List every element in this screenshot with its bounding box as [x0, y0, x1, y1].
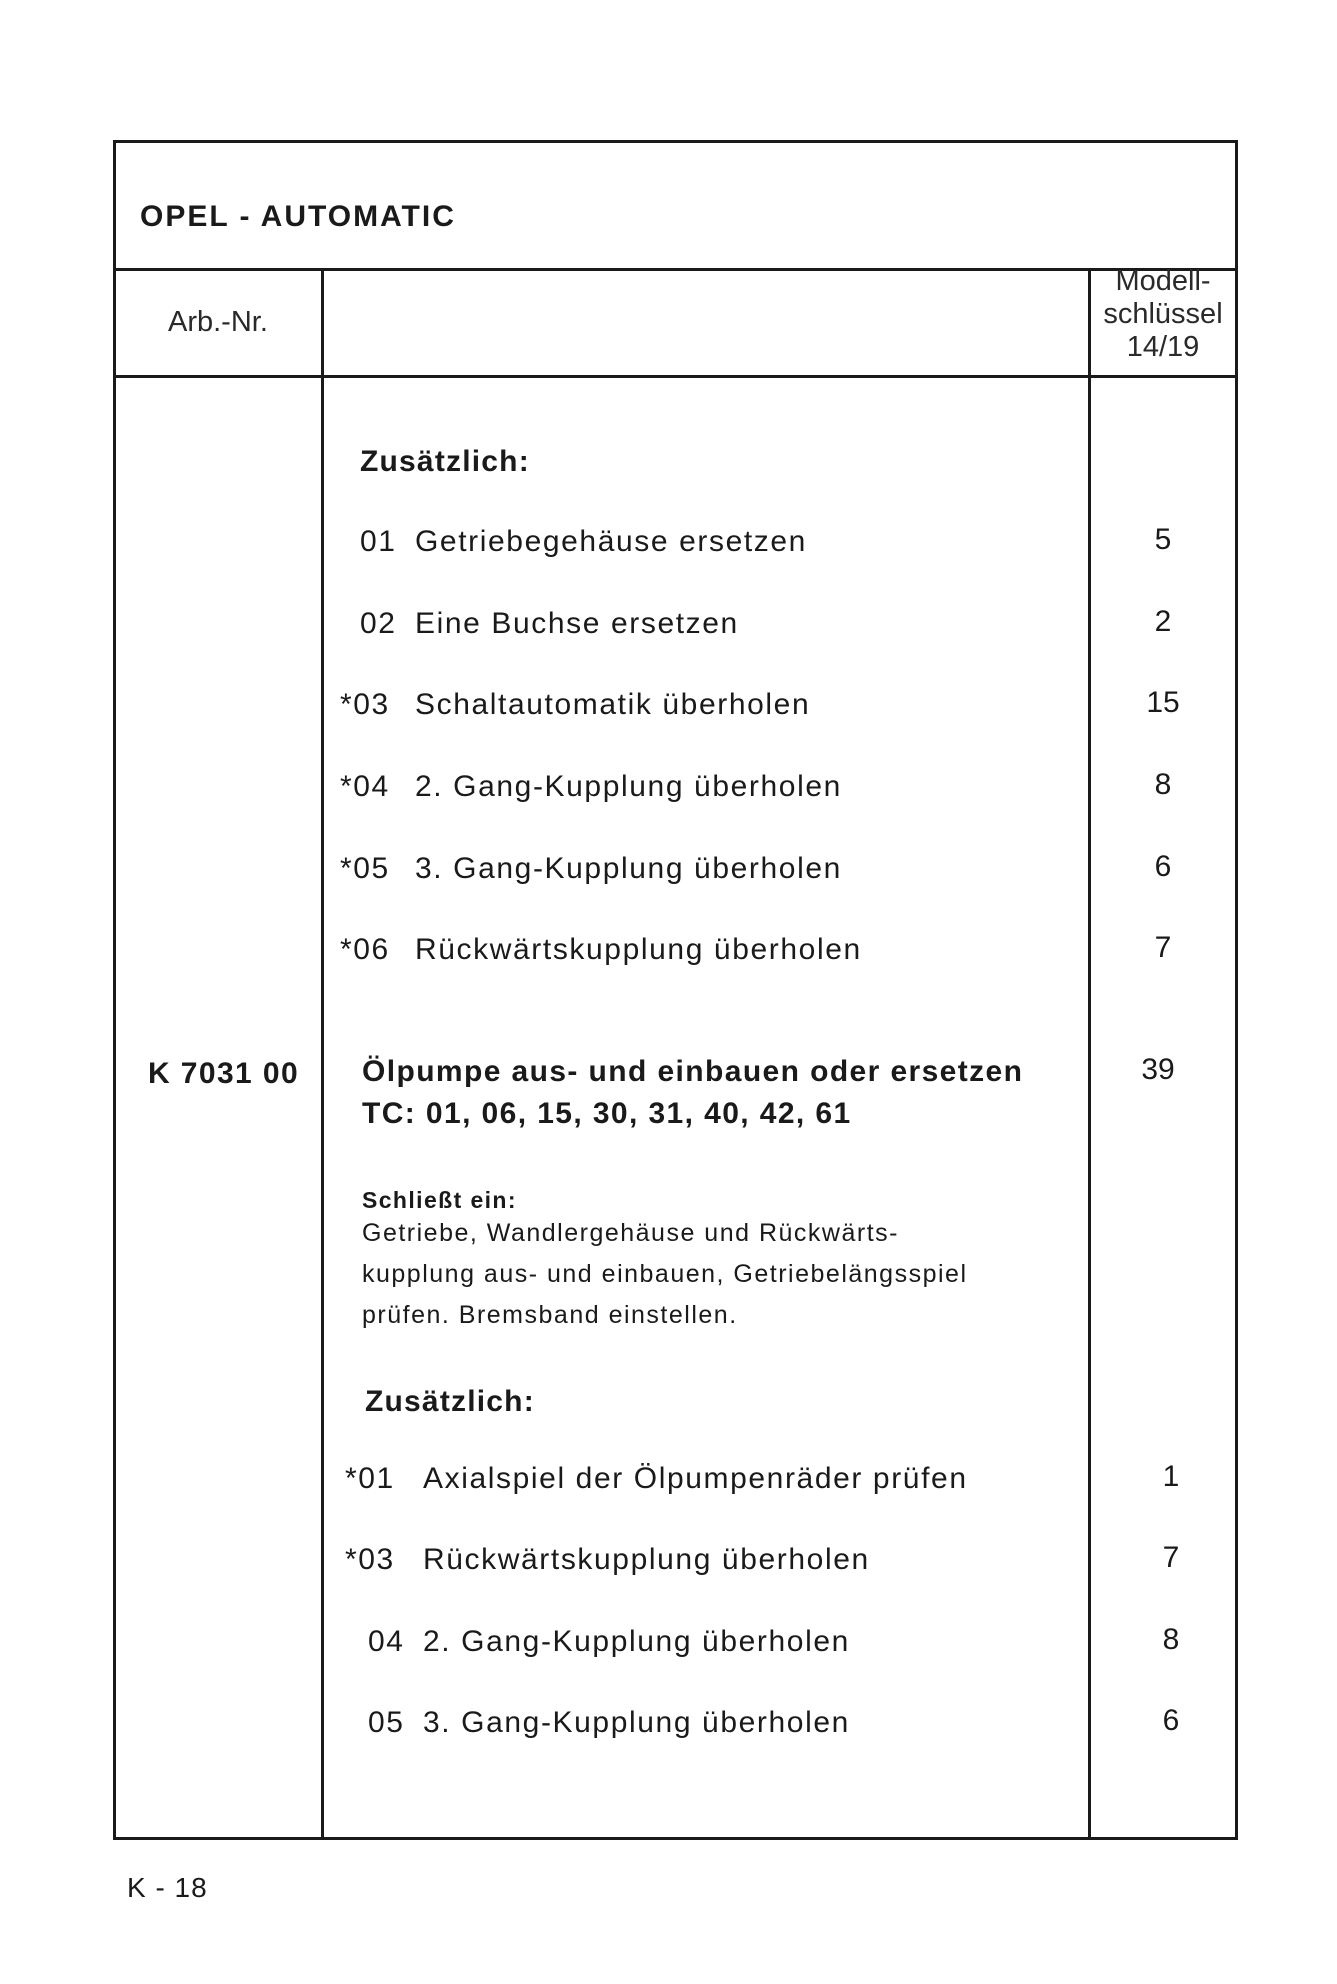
list-item-code: 02 — [360, 607, 397, 640]
list-item-value: 2 — [1154, 605, 1172, 638]
list-item-value: 5 — [1154, 523, 1172, 556]
list-item-value: 8 — [1162, 1623, 1180, 1656]
list-item-code: *01 — [345, 1462, 395, 1495]
list-item-text: Schaltautomatik überholen — [415, 688, 811, 721]
list-item-text: 3. Gang-Kupplung überholen — [415, 852, 842, 885]
list-item-code: 05 — [368, 1706, 405, 1739]
section-heading-zusaetzlich-2: Zusätzlich: — [365, 1385, 535, 1418]
column-divider-left — [321, 270, 324, 1840]
list-item-text: 2. Gang-Kupplung überholen — [415, 770, 842, 803]
column-header-modell-line1: Modell- — [1115, 265, 1211, 297]
column-divider-right — [1088, 270, 1091, 1840]
list-item-text: Eine Buchse ersetzen — [415, 607, 739, 640]
list-item-value: 6 — [1162, 1704, 1180, 1737]
page-title: OPEL - AUTOMATIC — [140, 200, 456, 233]
column-header-modell-line3: 14/19 — [1126, 331, 1200, 363]
list-item-value: 7 — [1162, 1541, 1180, 1574]
operation-number: K 7031 00 — [148, 1057, 300, 1090]
list-item-code: *05 — [340, 852, 390, 885]
column-header-modellschluessel — [1088, 265, 1238, 364]
list-item-code: *04 — [340, 770, 390, 803]
list-item-code: *06 — [340, 933, 390, 966]
table-frame — [113, 140, 1238, 1840]
includes-label: Schließt ein: — [362, 1187, 517, 1213]
includes-text: Getriebe, Wandlergehäuse und Rückwärts- kupplung aus- und einbauen, Getriebelängsspiel prüfen. Bremsband einstellen. — [362, 1219, 968, 1329]
list-item-text: Getriebegehäuse ersetzen — [415, 525, 807, 558]
list-item-value: 7 — [1154, 931, 1172, 964]
header-divider — [113, 375, 1238, 378]
list-item-text: 3. Gang-Kupplung überholen — [423, 1706, 850, 1739]
list-item-text: Rückwärtskupplung überholen — [415, 933, 862, 966]
list-item-text: Axialspiel der Ölpumpenräder prüfen — [423, 1462, 968, 1495]
list-item-code: *03 — [345, 1543, 395, 1576]
list-item-value: 15 — [1146, 686, 1180, 719]
list-item-value: 1 — [1162, 1460, 1180, 1493]
list-item-text: Rückwärtskupplung überholen — [423, 1543, 870, 1576]
list-item-code: *03 — [340, 688, 390, 721]
title-divider — [113, 268, 1238, 271]
list-item-text: 2. Gang-Kupplung überholen — [423, 1625, 850, 1658]
section-heading-zusaetzlich-1: Zusätzlich: — [360, 445, 530, 478]
operation-title: Ölpumpe aus- und einbauen oder ersetzen — [362, 1055, 1024, 1088]
list-item-value: 8 — [1154, 768, 1172, 801]
operation-value: 39 — [1141, 1053, 1175, 1086]
column-header-arbnr: Arb.-Nr. — [168, 306, 268, 338]
page-number: K - 18 — [127, 1872, 208, 1903]
column-header-modell-line2: schlüssel — [1103, 298, 1223, 330]
operation-tc-codes: TC: 01, 06, 15, 30, 31, 40, 42, 61 — [362, 1097, 852, 1130]
list-item-value: 6 — [1154, 850, 1172, 883]
list-item-code: 04 — [368, 1625, 405, 1658]
list-item-code: 01 — [360, 525, 397, 558]
